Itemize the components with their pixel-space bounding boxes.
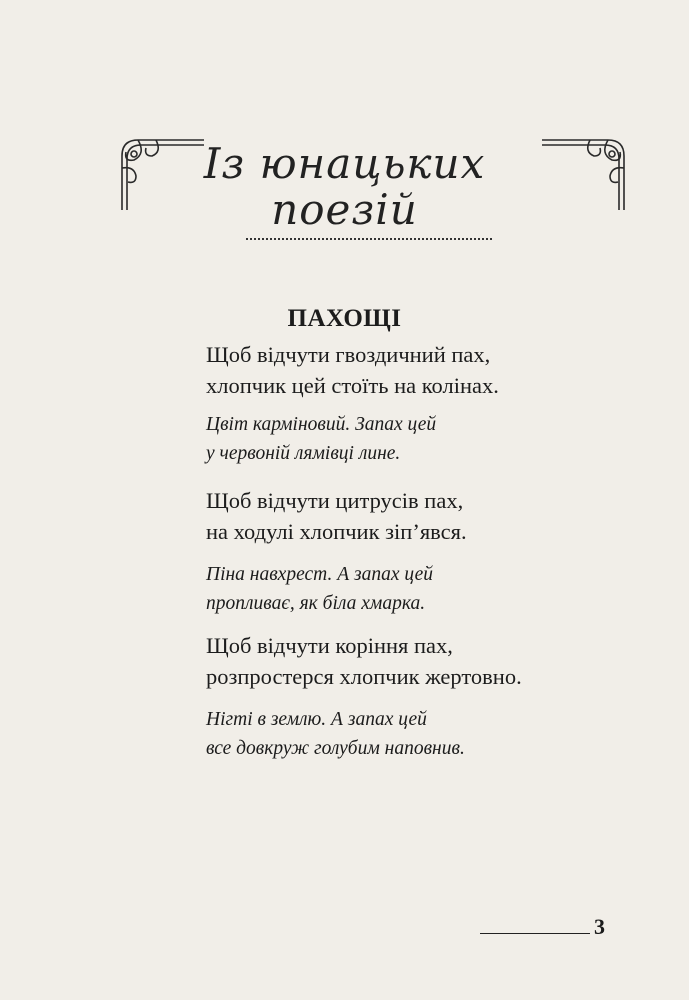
poem-line: Нігті в землю. А запах цей [206, 709, 427, 730]
stanza-1 [206, 339, 499, 401]
stanza-5 [206, 630, 522, 692]
poem-title: ПАХОЩІ [287, 305, 402, 332]
section-title-line-2: поезій [271, 185, 418, 234]
poem-line: хлопчик цей стоїть на колінах. [206, 373, 499, 398]
poem-line: Цвіт карміновий. Запах цей [206, 414, 437, 435]
poem-line: у червоній лямівці лине. [206, 443, 401, 464]
stanza-4 [206, 560, 433, 618]
section-title-line-1: Із юнацьких [203, 139, 486, 188]
poem-line: все довкруж голубим наповнив. [206, 738, 465, 759]
dotted-divider [246, 238, 492, 240]
poem-line: Піна навхрест. А запах цей [206, 564, 434, 585]
stanza-2 [206, 410, 436, 468]
stanza-3 [206, 485, 467, 547]
poem-line: Щоб відчути цитрусів пах, [206, 488, 464, 513]
poem-line: Щоб відчути коріння пах, [206, 633, 453, 658]
poem-line: на ходулі хлопчик зіп’явся. [206, 519, 467, 544]
page-number: 3 [594, 914, 605, 939]
footer-rule [480, 933, 590, 934]
stanza-6 [206, 705, 465, 763]
poem-line: пропливає, як біла хмарка. [206, 593, 426, 614]
poem-line: розпростерся хлопчик жертовно. [206, 664, 522, 689]
poem-line: Щоб відчути гвоздичний пах, [206, 342, 491, 367]
